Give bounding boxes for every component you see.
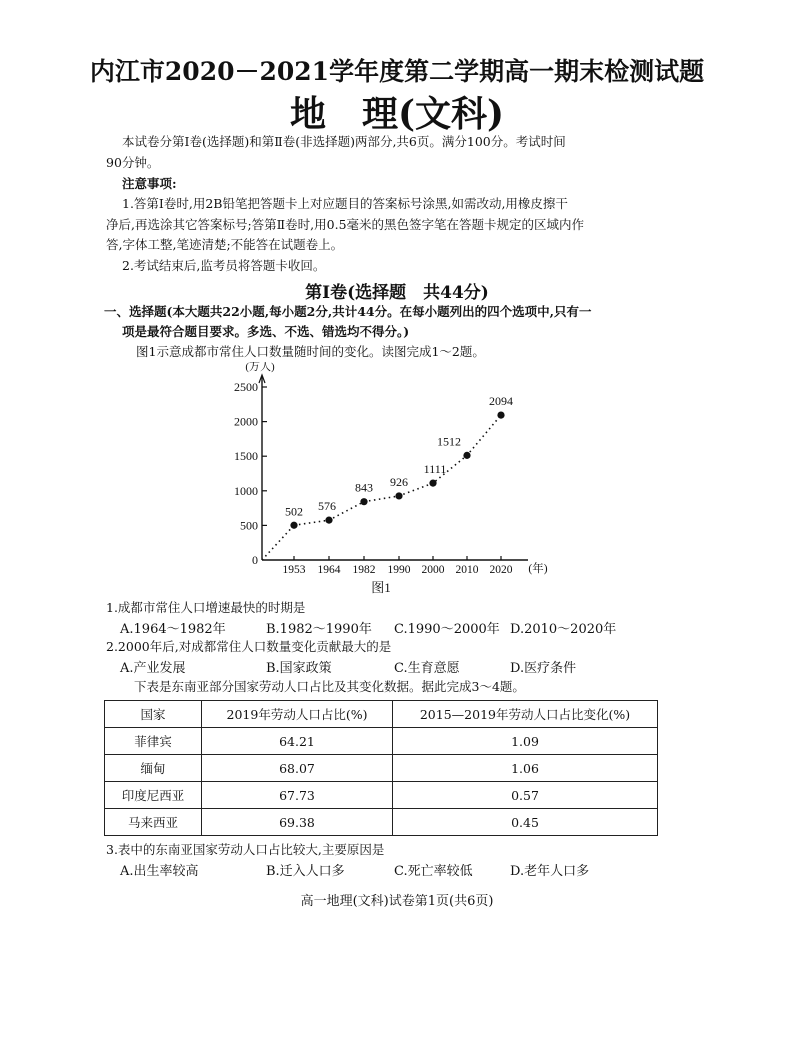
origin-dotted-segment	[262, 525, 294, 560]
intro-line-1: 本试卷分第Ⅰ卷(选择题)和第Ⅱ卷(非选择题)两部分,共6页。满分100分。考试时间	[122, 134, 566, 149]
table-cell: 缅甸	[105, 755, 202, 782]
table-cell: 68.07	[202, 755, 393, 782]
notice-1-line-1: 1.答第Ⅰ卷时,用2B铅笔把答题卡上对应题目的答案标号涂黑,如需改动,用橡皮擦干	[122, 196, 568, 211]
data-point	[463, 452, 470, 459]
notice-1-line-3: 答,字体工整,笔迹清楚;不能答在试题卷上。	[106, 237, 344, 252]
question-3-option-a[interactable]: A.出生率较高	[120, 864, 199, 879]
table-row	[105, 728, 658, 755]
x-tick-label: 1990	[387, 564, 411, 576]
page-footer: 高一地理(文科)试卷第1页(共6页)	[300, 894, 494, 909]
question-2-option-b[interactable]: B.国家政策	[266, 661, 332, 676]
y-tick-label: 1500	[234, 449, 258, 464]
table-cell: 菲律宾	[105, 728, 202, 755]
table-row	[105, 782, 658, 809]
data-label: 1111	[423, 462, 447, 477]
table-cell: 1.09	[393, 728, 658, 755]
intro-line-2: 90分钟。	[106, 155, 160, 170]
question-1-option-b[interactable]: B.1982～1990年	[266, 622, 372, 637]
data-point	[395, 492, 402, 499]
data-point	[325, 517, 332, 524]
question-3-option-c[interactable]: C.死亡率较低	[394, 864, 473, 879]
table-row	[105, 755, 658, 782]
x-tick-label: 2000	[421, 564, 445, 576]
y-tick-label: 2500	[234, 380, 258, 394]
data-point	[290, 522, 297, 529]
data-label: 576	[318, 499, 336, 514]
question-1-option-d[interactable]: D.2010～2020年	[510, 622, 617, 637]
table-cell: 印度尼西亚	[105, 782, 202, 809]
data-label: 926	[390, 474, 408, 489]
x-tick-label: 2020	[489, 564, 513, 576]
subject-title: 地 理(文科)	[289, 93, 505, 135]
table-header: 国家	[105, 701, 202, 728]
table-cell: 1.06	[393, 755, 658, 782]
data-label: 1512	[437, 434, 461, 449]
question-1-stem: 1.成都市常住人口增速最快的时期是	[106, 600, 306, 615]
data-point	[360, 498, 367, 505]
section-instructions-line-1: 一、选择题(本大题共22小题,每小题2分,共计44分。在每小题列出的四个选项中,只有一	[104, 304, 592, 319]
table-row	[105, 809, 658, 836]
y-tick-label: 2000	[234, 414, 258, 429]
table-header: 2019年劳动人口占比(%)	[202, 701, 393, 728]
question-3-option-d[interactable]: D.老年人口多	[510, 864, 590, 879]
section-instructions-line-2: 项是最符合题目要求。多选、不选、错选均不得分。)	[122, 324, 410, 339]
table-header-row	[105, 701, 658, 728]
data-label: 843	[355, 480, 373, 495]
y-tick-label: 0	[252, 553, 258, 567]
question-2-option-c[interactable]: C.生育意愿	[394, 661, 460, 676]
x-tick-label: 1982	[352, 564, 376, 576]
section-heading: 第Ⅰ卷(选择题 共44分)	[305, 283, 489, 303]
table-cell: 67.73	[202, 782, 393, 809]
question-3-option-b[interactable]: B.迁入人口多	[266, 864, 345, 879]
table-header: 2015—2019年劳动人口占比变化(%)	[393, 701, 658, 728]
x-tick-label: 1964	[317, 564, 341, 576]
y-axis-label: (万人)	[245, 362, 275, 373]
exam-title: 内江市2020－2021学年度第二学期高一期末检测试题	[89, 57, 705, 86]
table-cell: 0.57	[393, 782, 658, 809]
data-point	[429, 480, 436, 487]
table-cell: 64.21	[202, 728, 393, 755]
notice-2: 2.考试结束后,监考员将答题卡收回。	[122, 258, 326, 273]
data-label: 2094	[489, 394, 513, 409]
question-2-option-d[interactable]: D.医疗条件	[510, 661, 577, 676]
question-1-option-c[interactable]: C.1990～2000年	[394, 622, 500, 637]
question-1-option-a[interactable]: A.1964～1982年	[120, 622, 226, 637]
table-intro: 下表是东南亚部分国家劳动人口占比及其变化数据。据此完成3～4题。	[134, 679, 525, 694]
figure-caption: 图1	[371, 580, 391, 595]
data-point	[497, 411, 504, 418]
notice-heading: 注意事项:	[122, 176, 177, 191]
data-label: 502	[285, 504, 303, 519]
table-cell: 0.45	[393, 809, 658, 836]
x-axis-label: (年)	[528, 563, 548, 575]
question-3-stem: 3.表中的东南亚国家劳动人口占比较大,主要原因是	[106, 842, 385, 857]
table-cell: 69.38	[202, 809, 393, 836]
figure-intro: 图1示意成都市常住人口数量随时间的变化。读图完成1～2题。	[136, 344, 485, 359]
question-2-option-a[interactable]: A.产业发展	[120, 661, 186, 676]
notice-1-line-2: 净后,再选涂其它答案标号;答第Ⅱ卷时,用0.5毫米的黑色签字笔在答题卡规定的区域内作	[106, 217, 585, 232]
question-2-stem: 2.2000年后,对成都常住人口数量变化贡献最大的是	[106, 639, 392, 654]
population-line-chart	[228, 362, 558, 602]
y-tick-label: 500	[240, 518, 258, 533]
x-tick-label: 1953	[282, 564, 306, 576]
labor-population-table	[104, 700, 658, 836]
table-cell: 马来西亚	[105, 809, 202, 836]
y-tick-label: 1000	[234, 483, 258, 498]
x-tick-label: 2010	[455, 564, 479, 576]
